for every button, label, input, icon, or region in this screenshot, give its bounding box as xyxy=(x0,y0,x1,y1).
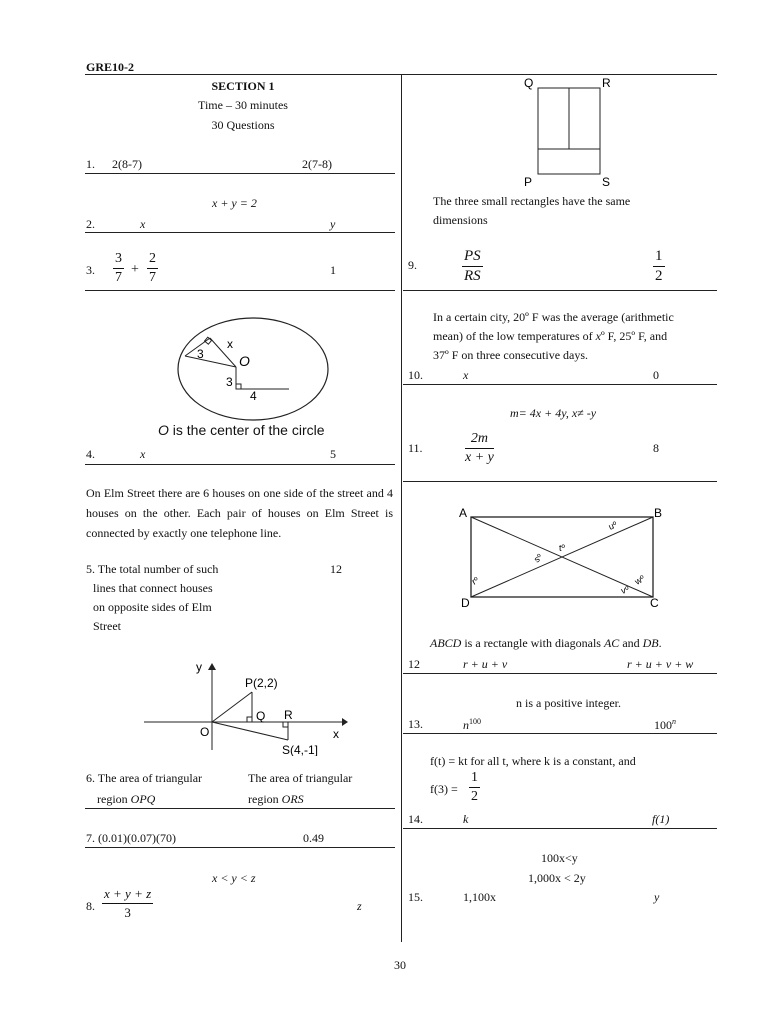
label-x: x xyxy=(227,337,233,351)
q4-caption-O: O xyxy=(158,422,169,438)
q9-number: 9. xyxy=(408,258,417,272)
q8-number: 8. xyxy=(86,899,95,913)
q11-column-a-den: x + y xyxy=(465,450,494,465)
label-O: O xyxy=(239,353,250,369)
q2-column-a: x xyxy=(140,217,146,231)
q8-fraction-den: 3 xyxy=(124,905,131,920)
q13-column-b: 100$^n$ xyxy=(654,717,676,732)
label-v: vº xyxy=(619,584,631,596)
right-angle-mark xyxy=(236,384,241,389)
q9-column-b-den: 2 xyxy=(655,268,663,284)
section-title: SECTION 1 xyxy=(211,79,275,93)
q5-line-4: Street xyxy=(93,619,121,633)
q6-column-b-line-1: The area of triangular xyxy=(248,771,353,785)
right-angle-mark xyxy=(283,722,288,727)
q1-column-a: 2(8-7) xyxy=(112,157,142,171)
right-angle-mark xyxy=(247,717,252,722)
q15-given-line-1: 100x<y xyxy=(541,851,578,865)
page-number: 30 xyxy=(394,958,406,972)
q12-column-a: r + u + v xyxy=(463,657,508,671)
label-Q: Q xyxy=(256,709,266,723)
label-O: O xyxy=(200,725,210,739)
circle-shape xyxy=(178,318,328,420)
label-w: wº xyxy=(633,573,647,587)
q9-column-a xyxy=(462,248,483,285)
q4-circle-figure xyxy=(175,316,335,426)
q9-column-a-den: RS xyxy=(464,268,481,284)
q5-column-b: 12 xyxy=(330,562,342,576)
q6-coordinate-figure xyxy=(140,656,350,756)
q3-fraction-2-num: 2 xyxy=(149,251,156,266)
q5-line-1: 5. The total number of such xyxy=(86,562,219,576)
header-code: GRE10-2 xyxy=(86,60,134,74)
q11-rule xyxy=(403,481,717,482)
q3-fraction-1-num: 3 xyxy=(115,251,122,266)
q14-column-a: k xyxy=(463,812,469,826)
label-R: R xyxy=(602,76,611,90)
q1-column-b: 2(7-8) xyxy=(302,157,332,171)
q9-note-line-2: dimensions xyxy=(433,213,488,227)
q4-caption xyxy=(158,422,325,438)
elm-street-text: On Elm Street there are 6 houses on one side of the street and 4 houses on the other. Each pair of houses on Elm Street is connected by exactly one telephone line. xyxy=(86,486,393,540)
q3-plus: + xyxy=(131,262,139,277)
q4-column-b: 5 xyxy=(330,447,336,461)
q5-line-2: lines that connect houses xyxy=(93,581,213,595)
q12-rectangle-figure xyxy=(455,505,671,611)
label-P: P xyxy=(524,175,533,188)
q5-line-3: on opposite sides of Elm xyxy=(93,600,212,614)
q8-given: x < y < z xyxy=(212,871,256,885)
q4-column-a: x xyxy=(140,447,146,461)
q14-given-line-2: f(3) = xyxy=(430,782,458,796)
q13-number: 13. xyxy=(408,717,423,731)
q10-text-line-3: 37º F on three consecutive days. xyxy=(433,348,589,362)
q9-rectangle-figure xyxy=(518,76,618,188)
q12-rule xyxy=(403,673,717,674)
q10-column-a: x xyxy=(463,368,469,382)
q2-number: 2. xyxy=(86,217,95,231)
column-divider xyxy=(401,74,402,942)
q7-rule xyxy=(85,847,395,848)
q15-number: 15. xyxy=(408,890,423,904)
q11-column-a xyxy=(465,431,494,466)
q4-rule xyxy=(85,464,395,465)
segment-OS xyxy=(212,722,288,740)
q8-fraction xyxy=(102,886,153,921)
label-Q: Q xyxy=(524,76,534,90)
x-axis-arrow-icon xyxy=(342,718,348,726)
q3-column-b: 1 xyxy=(330,263,336,277)
q6-rule xyxy=(85,808,395,809)
q12-column-b: r + u + v + w xyxy=(627,657,694,671)
q10-rule xyxy=(403,384,717,385)
q2-given: x + y = 2 xyxy=(212,196,257,210)
q12-number: 12 xyxy=(408,657,420,671)
q9-column-b-num: 1 xyxy=(655,248,663,264)
q13-given: n is a positive integer. xyxy=(516,696,621,710)
q10-number: 10. xyxy=(408,368,423,382)
q7-column-a: 7. (0.01)(0.07)(70) xyxy=(86,831,176,845)
label-r: rº xyxy=(470,574,481,587)
y-axis-arrow-icon xyxy=(208,663,216,670)
q1-number: 1. xyxy=(86,157,95,171)
label-D: D xyxy=(461,596,470,610)
q13-column-a: $n^{100}$ xyxy=(463,717,481,732)
label-C: C xyxy=(650,596,659,610)
q7-column-b: 0.49 xyxy=(303,831,324,845)
label-3b: 3 xyxy=(226,375,233,389)
q9-column-a-num: PS xyxy=(464,248,481,264)
q1-rule xyxy=(85,173,395,174)
q14-given-line-1: f(t) = kt for all t, where k is a constant, and xyxy=(430,754,636,768)
q6-column-a-line-2: region OPQ xyxy=(97,792,156,806)
q10-text-line-2: mean) of the low temperatures of xº F, 25º F, and xyxy=(433,329,668,343)
q14-fraction-den: 2 xyxy=(471,789,478,804)
q10-column-b: 0 xyxy=(653,368,659,382)
q11-number: 11. xyxy=(408,441,423,455)
q4-number: 4. xyxy=(86,447,95,461)
q11-column-b: 8 xyxy=(653,441,659,455)
q6-column-b-line-2: region ORS xyxy=(248,792,304,806)
label-S: S xyxy=(602,175,611,188)
q8-fraction-num: x + y + z xyxy=(104,886,152,901)
label-u: uº xyxy=(607,519,619,532)
q3-fraction-1-den: 7 xyxy=(115,270,122,285)
label-R: R xyxy=(284,708,293,722)
q3-fraction-2-den: 7 xyxy=(149,270,156,285)
q11-given: m= 4x + 4y, x≠ -y xyxy=(510,406,597,420)
label-x: x xyxy=(333,727,339,741)
q9-column-b xyxy=(653,248,665,285)
q3-fraction-1 xyxy=(113,251,124,286)
q15-column-a: 1,100x xyxy=(463,890,496,904)
label-P: P(2,2) xyxy=(245,676,278,690)
segment-OP xyxy=(212,692,252,722)
q14-number: 14. xyxy=(408,812,423,826)
label-y: y xyxy=(196,660,202,674)
q14-fraction-num: 1 xyxy=(471,770,478,785)
section-count: 30 Questions xyxy=(211,118,275,132)
q9-note-line-1: The three small rectangles have the same xyxy=(433,194,631,208)
q3-rule xyxy=(85,290,395,291)
label-t: tº xyxy=(559,543,565,553)
q14-column-b: f(1) xyxy=(652,812,670,826)
label-s: sº xyxy=(531,551,545,565)
q6-column-a-line-1: 6. The area of triangular xyxy=(86,771,203,785)
q15-given-line-2: 1,000x < 2y xyxy=(528,871,586,885)
label-4: 4 xyxy=(250,389,257,403)
label-3a: 3 xyxy=(197,347,204,361)
q10-text-line-1: In a certain city, 20º F was the average (arithmetic xyxy=(433,310,674,324)
q9-rule xyxy=(403,290,717,291)
radius-line xyxy=(185,356,236,367)
label-B: B xyxy=(654,506,663,520)
q4-caption-text: is the center of the circle xyxy=(168,422,325,438)
label-S: S(4,-1] xyxy=(282,743,319,756)
q2-column-b: y xyxy=(330,217,336,231)
q14-rule xyxy=(403,828,717,829)
section-time: Time – 30 minutes xyxy=(198,98,288,112)
q2-rule xyxy=(85,232,395,233)
label-A: A xyxy=(459,506,468,520)
q3-fraction-2 xyxy=(147,251,158,286)
q14-fraction xyxy=(469,770,480,805)
q8-column-b: z xyxy=(357,899,362,913)
q15-column-b: y xyxy=(654,890,660,904)
q3-number: 3. xyxy=(86,263,95,277)
q12-caption: ABCD is a rectangle with diagonals AC and DB. xyxy=(430,636,662,650)
q13-rule xyxy=(403,733,717,734)
q11-column-a-num: 2m xyxy=(470,431,488,446)
